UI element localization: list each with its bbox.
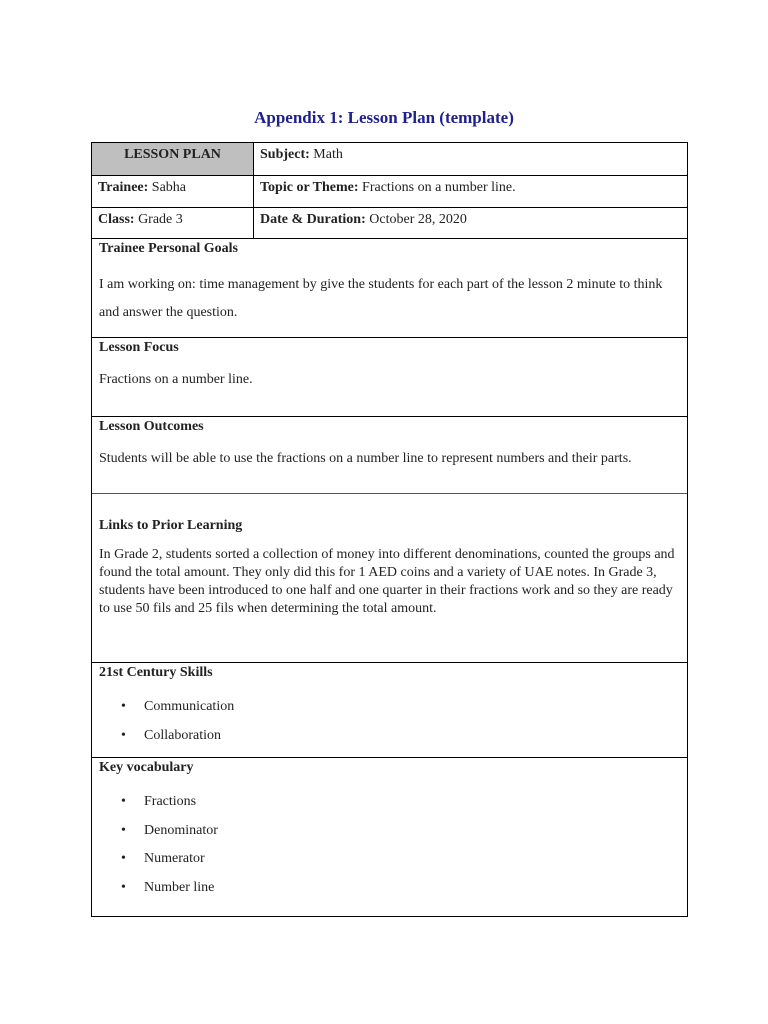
topic-label: Topic or Theme: [260,180,359,195]
topic-cell [254,176,687,207]
focus-heading: Lesson Focus [99,340,179,355]
bullet-icon: • [121,699,126,714]
class-value: Grade 3 [138,212,183,227]
bullet-icon: • [121,879,126,895]
skills-section [92,663,687,758]
lesson-plan-label: LESSON PLAN [92,143,254,175]
subject-value: Math [313,147,343,162]
header-row-subject [92,143,687,176]
topic-value: Fractions on a number line. [362,180,516,195]
page-title: Appendix 1: Lesson Plan (template) [254,108,514,127]
list-item: • Fractions [99,788,680,817]
prior-heading: Links to Prior Learning [99,518,243,533]
goals-heading: Trainee Personal Goals [99,241,238,256]
class-cell [92,208,254,238]
goals-text: I am working on: time management by give the students for each part of the lesson 2 minute to think and answer the question. [99,277,663,320]
vocab-list [99,788,680,902]
trainee-cell [92,176,254,207]
vocab-heading: Key vocabulary [99,760,194,775]
list-item: • Collaboration [99,721,680,750]
bullet-icon: • [121,728,126,743]
focus-section [92,338,687,417]
outcomes-heading: Lesson Outcomes [99,419,204,434]
vocab-section [92,758,687,916]
subject-cell [254,143,687,175]
bullet-icon: • [121,794,126,809]
list-item: • Denominator [99,817,680,846]
trainee-value: Sabha [151,180,186,195]
date-label: Date & Duration: [260,212,366,227]
lesson-plan-table [91,142,688,917]
bullet-icon: • [121,822,126,838]
header-row-class [92,208,687,239]
prior-text: In Grade 2, students sorted a collection of money into different denominations, counted the groups and found the total amount. They only did this for 1 AED coins and a variety of UAE notes. In Grade 3, students have been introduced to one half and one quarter in their fractions work and so they are ready to use 50 fils and 25 fils when determining the total amount. [99,547,675,616]
list-item: • Communication [99,692,680,721]
header-row-trainee [92,176,687,208]
outcomes-text: Students will be able to use the fractions on a number line to represent numbers and their parts. [99,451,632,466]
class-label: Class: [98,212,135,227]
bullet-icon: • [121,851,126,866]
list-item: • Number line [99,874,680,903]
list-item: • Numerator [99,845,680,874]
date-cell [254,208,687,238]
section-divider [92,493,687,494]
focus-text: Fractions on a number line. [99,372,253,387]
goals-section [92,239,687,338]
trainee-label: Trainee: [98,180,149,195]
skills-list [99,692,680,750]
subject-label: Subject: [260,147,310,162]
outcomes-prior-section [92,417,687,663]
skills-heading: 21st Century Skills [99,665,213,680]
date-value: October 28, 2020 [369,212,467,227]
